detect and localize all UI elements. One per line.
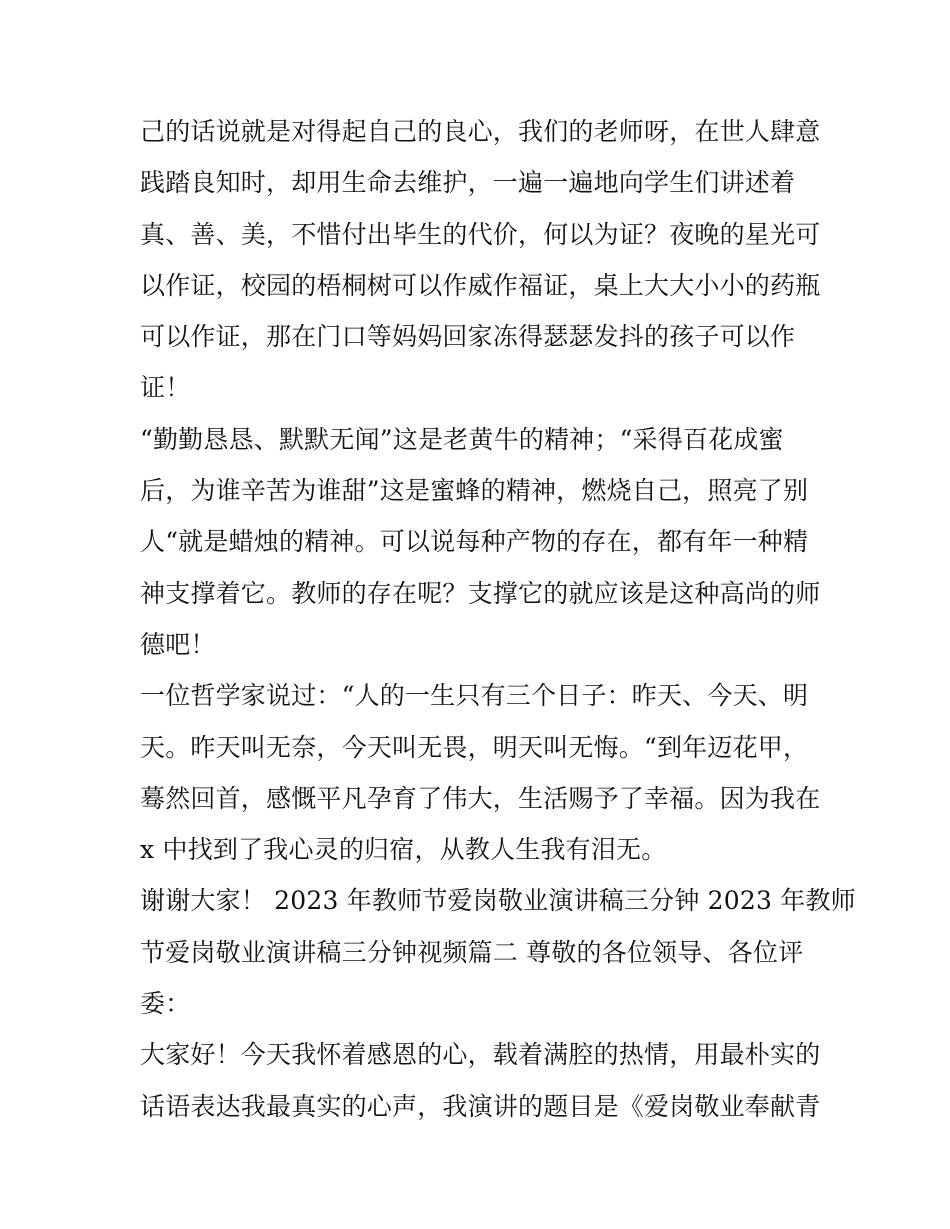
text-line: 谢谢大家！ 2023 年教师节爱岗敬业演讲稿三分钟 2023 年教师: [140, 886, 856, 916]
text-line: 可以作证，那在门口等妈妈回家冻得瑟瑟发抖的孩子可以作: [140, 322, 796, 352]
text-line: 己的话说就是对得起自己的良心，我们的老师呀，在世人肆意: [140, 117, 821, 146]
text-line: 节爱岗敬业演讲稿三分钟视频篇二 尊敬的各位领导、各位评: [140, 937, 804, 967]
text-line: 以作证，校园的梧桐树可以作威作福证，桌上大大小小的药瓶: [140, 270, 821, 300]
text-line: 人“就是蜡烛的精神。可以说每种产物的存在，都有年一种精: [140, 527, 809, 557]
text-line: 践踏良知时，却用生命去维护，一遍一遍地向学生们讲述着: [140, 168, 796, 198]
text-line: 大家好！今天我怀着感恩的心，载着满腔的热情，用最朴实的: [140, 1040, 821, 1070]
text-line: 证！: [140, 373, 191, 403]
text-line: 委：: [140, 989, 191, 1019]
text-line: “勤勤恳恳、默默无闻”这是老黄牛的精神；“采得百花成蜜: [140, 424, 784, 454]
text-line: 话语表达我最真实的心声，我演讲的题目是《爱岗敬业奉献青: [140, 1091, 821, 1121]
text-line: x 中找到了我心灵的归宿，从教人生我有泪无。: [140, 835, 667, 865]
body-text: [140, 106, 856, 1132]
text-line: 真、善、美，不惜付出毕生的代价，何以为证？夜晚的星光可: [140, 219, 821, 249]
text-line: 蓦然回首，感慨平凡孕育了伟大，生活赐予了幸福。因为我在: [140, 783, 821, 813]
text-line: 天。昨天叫无奈，今天叫无畏，明天叫无悔。“到年迈花甲，: [140, 732, 809, 762]
text-line: 后，为谁辛苦为谁甜”这是蜜蜂的精神，燃烧自己，照亮了别: [140, 476, 809, 506]
text-line: 一位哲学家说过：“人的一生只有三个日子：昨天、今天、明: [140, 681, 809, 711]
text-line: 神支撑着它。教师的存在呢？支撑它的就应该是这种高尚的师: [140, 578, 821, 608]
text-line: 德吧！: [140, 629, 216, 659]
